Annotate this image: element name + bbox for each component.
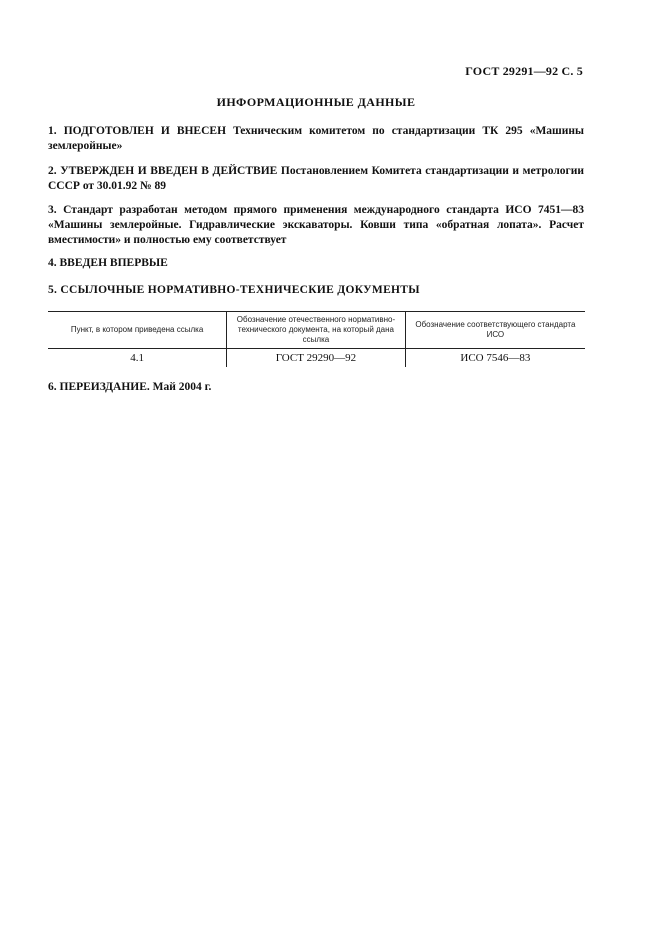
item-text: ССЫЛОЧНЫЕ НОРМАТИВНО-ТЕХНИЧЕСКИЕ ДОКУМЕНТЫ (60, 284, 420, 296)
reference-documents-table (48, 311, 585, 367)
item-text: ПЕРЕИЗДАНИЕ. Май 2004 г. (59, 381, 212, 393)
item-text: УТВЕРЖДЕН И ВВЕДЕН В ДЕЙСТВИЕ Постановлением Комитета стандартизации и метрологии СССР от 30.01.92 № 89 (48, 165, 585, 192)
item-number: 4. (48, 257, 57, 269)
table-row (48, 349, 585, 368)
table-cell: 4.1 (130, 352, 144, 364)
table-header-cell: Пункт, в котором приведена ссылка (48, 312, 227, 349)
table-header-cell: Обозначение отечественного нормативно-технического документа, на который дана ссылка (227, 312, 406, 349)
table-cell: ГОСТ 29290—92 (227, 349, 406, 368)
info-item-1 (48, 124, 584, 154)
info-item-4 (48, 256, 584, 271)
item-number: 3. (48, 204, 57, 216)
item-number: 2. (48, 165, 57, 177)
section-title: ИНФОРМАЦИОННЫЕ ДАННЫЕ (216, 95, 416, 109)
info-item-2 (48, 164, 584, 194)
table-header-row (48, 312, 585, 349)
item-text: ПОДГОТОВЛЕН И ВНЕСЕН Техническим комитетом по стандартизации ТК 295 «Машины землеройные» (48, 125, 585, 152)
info-item-5 (48, 283, 584, 298)
item-number: 5. (48, 284, 58, 296)
info-item-6 (48, 380, 584, 395)
item-text: ВВЕДЕН ВПЕРВЫЕ (59, 257, 168, 269)
table-cell: ИСО 7546—83 (405, 349, 585, 368)
item-text: Стандарт разработан методом прямого применения международного стандарта ИСО 7451—83 «Машины землеройные. Гидравлические экскаваторы. Ковши типа «обратная лопата». Расчет вместимости» и полностью ему соответствует (48, 204, 585, 246)
table-header-cell: Обозначение соответствующего стандарта ИСО (405, 312, 585, 349)
page-header: ГОСТ 29291—92 С. 5 (465, 64, 583, 78)
item-number: 1. (48, 125, 57, 137)
item-number: 6. (48, 381, 57, 393)
info-item-3 (48, 203, 584, 248)
